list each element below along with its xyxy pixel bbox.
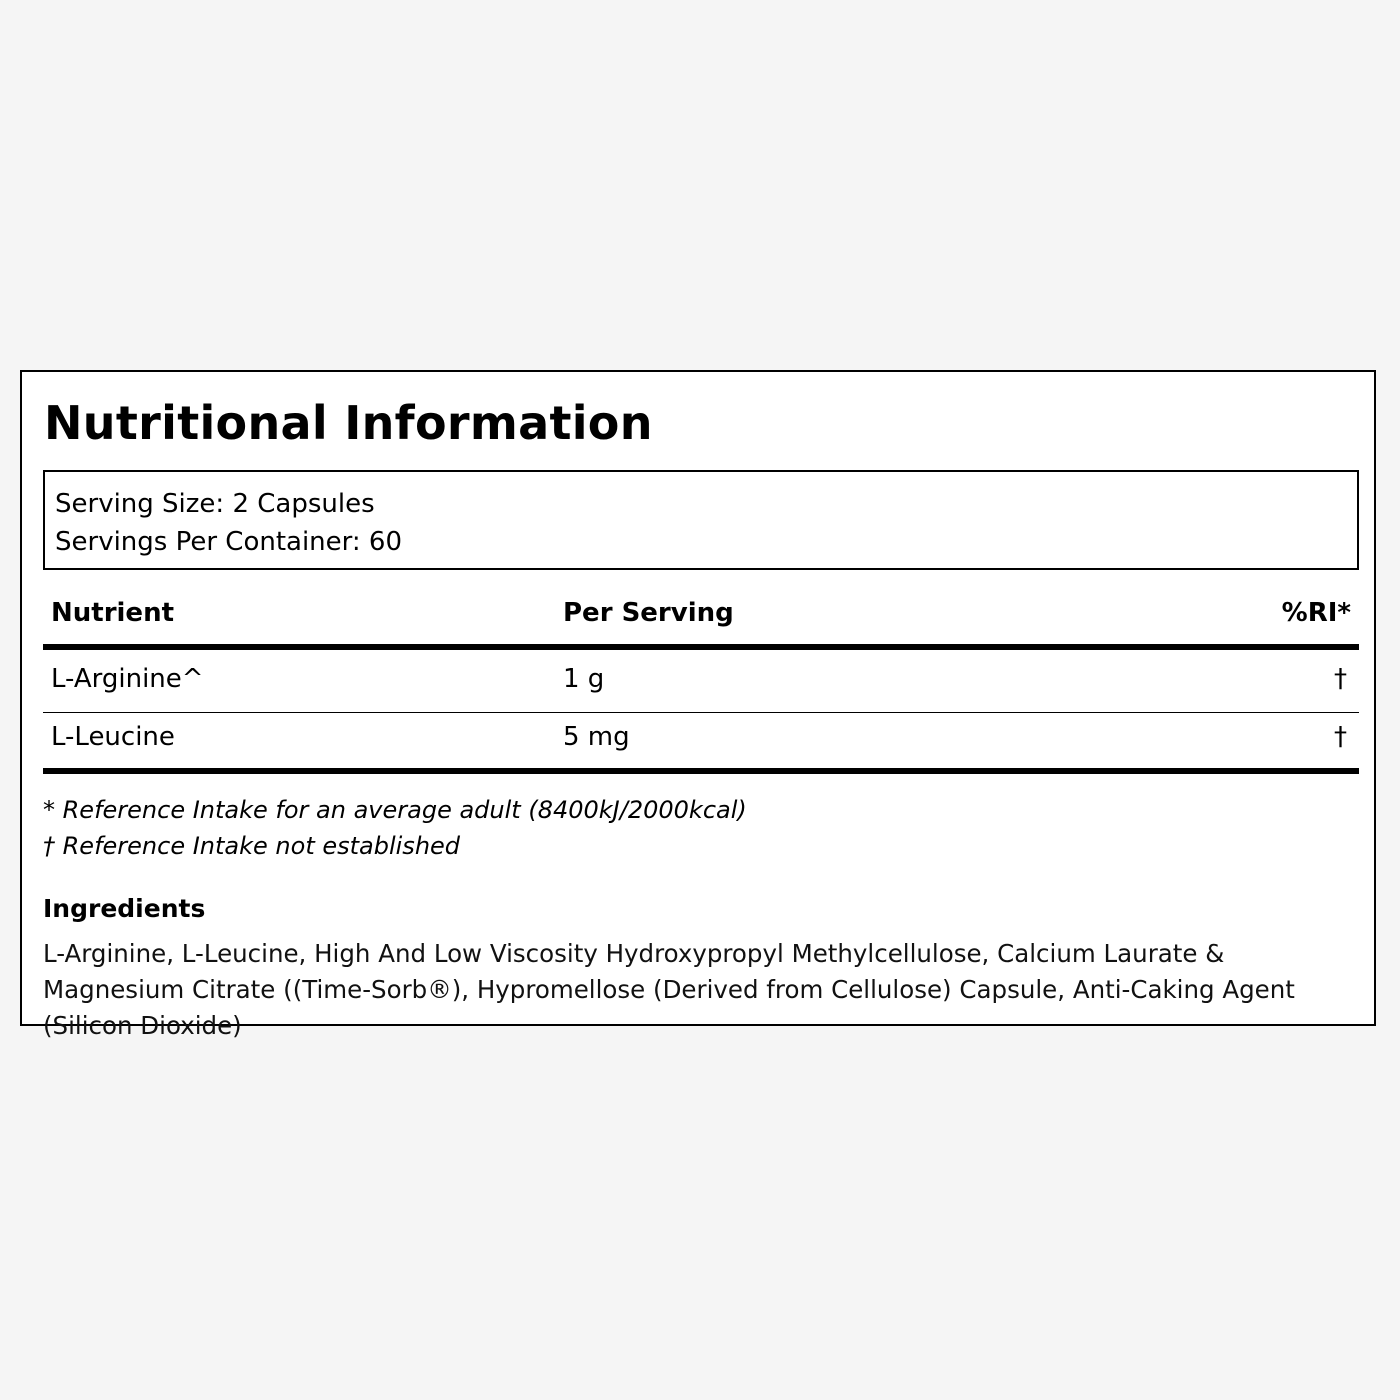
header-nutrient: Nutrient [51,598,175,628]
panel-title: Nutritional Information [44,396,653,450]
table-header [43,594,1359,650]
table-row [43,714,1359,774]
per-serving-value: 1 g [563,664,605,694]
serving-info-box [43,470,1359,570]
footnote-ri: * Reference Intake for an average adult (8400kJ/2000kcal) [43,796,747,824]
ri-value: † [1334,664,1347,694]
nutrient-name: L-Arginine^ [51,664,204,694]
serving-size: Serving Size: 2 Capsules [55,489,375,519]
ingredients-heading: Ingredients [43,894,206,923]
ingredients-text: L-Arginine, L-Leucine, High And Low Viscosity Hydroxypropyl Methylcellulose, Calcium Laurate & Magnesium Citrate ((Time-Sorb®), Hypromellose (Derived from Cellulose) Capsule, Anti-Caking Agent (Silicon Dioxide) [43,939,1295,1040]
servings-per-container: Servings Per Container: 60 [55,527,403,557]
table-row [43,650,1359,713]
nutrition-panel [20,370,1376,1040]
per-serving-value: 5 mg [563,722,630,752]
nutrient-name: L-Leucine [51,722,175,752]
ri-value: † [1334,722,1347,752]
header-per-serving: Per Serving [563,598,734,628]
footnote-not-established: † Reference Intake not established [43,832,461,860]
header-ri: %RI* [1281,598,1351,628]
